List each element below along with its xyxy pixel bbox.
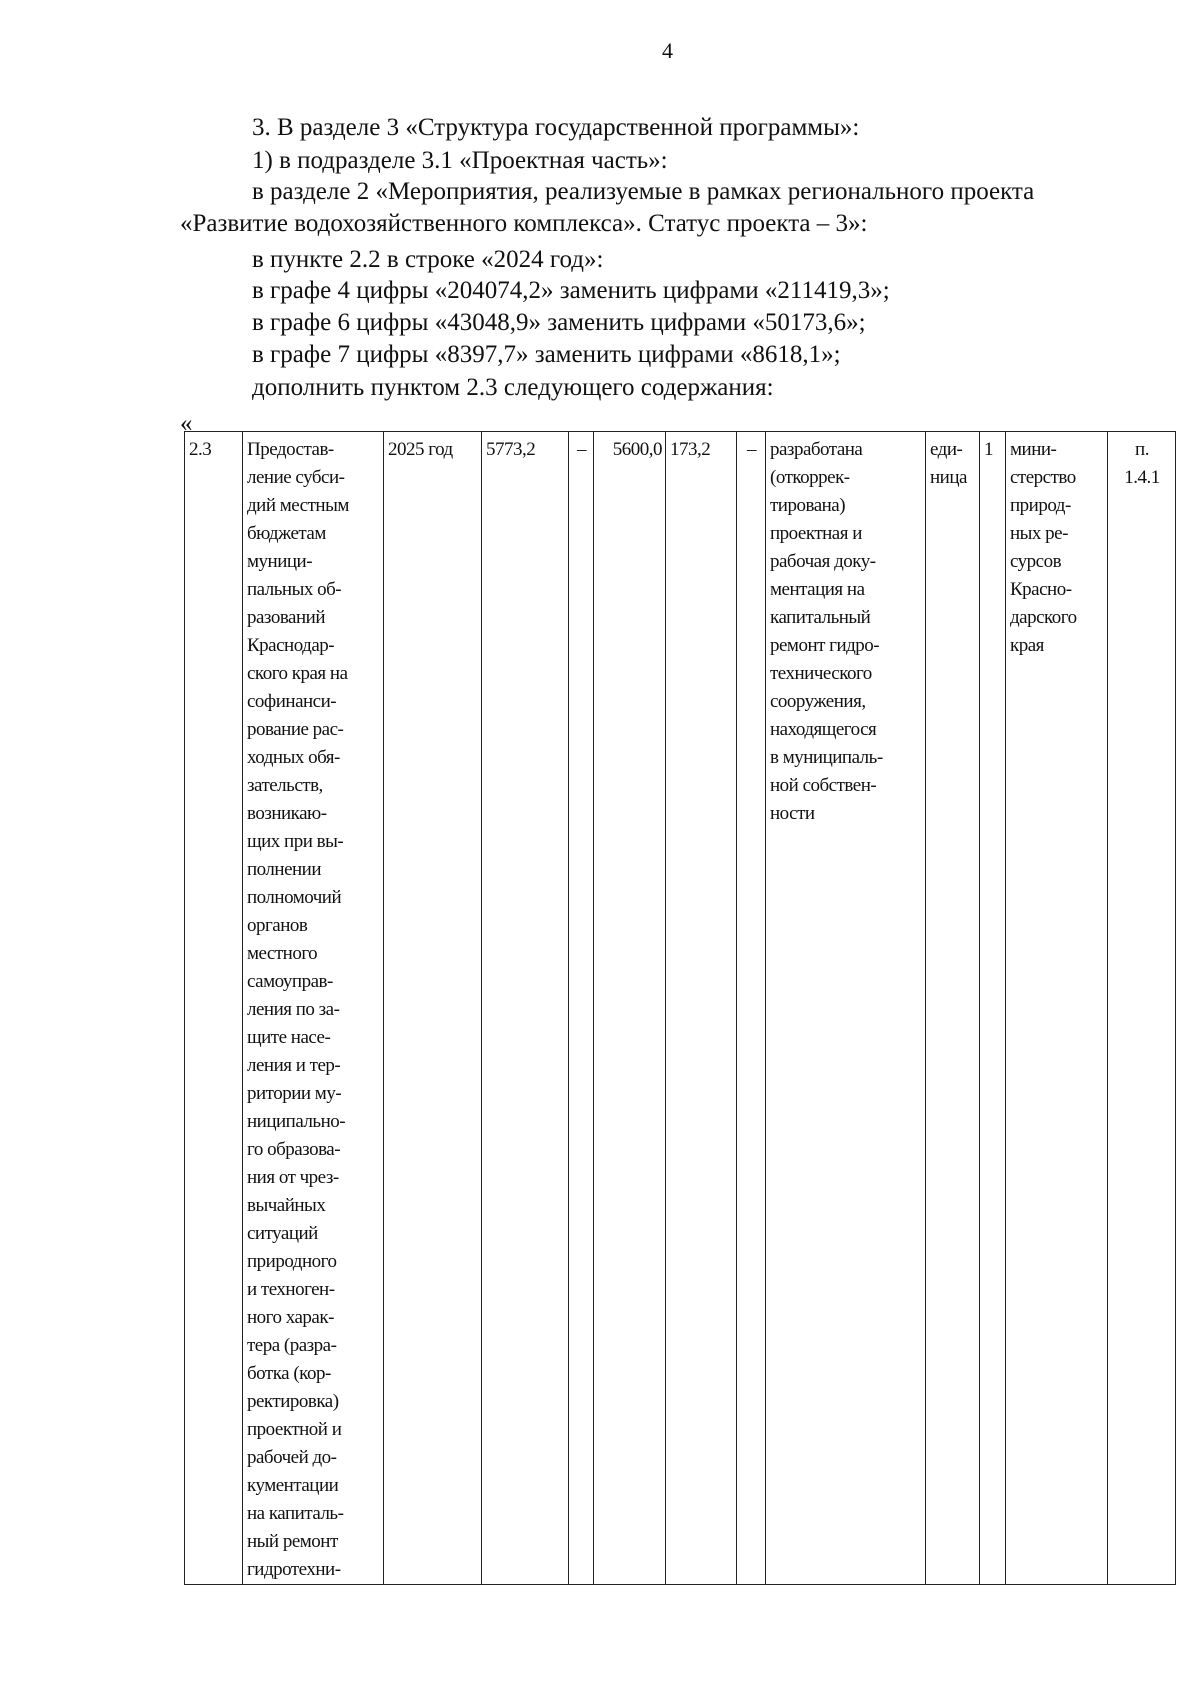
cell-result-text: разработана (откоррек- тирована) проектная и рабочая доку- ментация на капитальный ремонт гидро- технического сооружения, находящегося в муниципаль- ной собствен- ности: [770, 439, 883, 824]
paragraph-column-7: в графе 7 цифры «8397,7» заменить цифрами «8618,1»;: [252, 341, 841, 368]
paragraph-section-3: 3. В разделе 3 «Структура государственной программы»:: [252, 114, 860, 141]
cell-col5: [569, 432, 594, 1585]
paragraph-section-2-line1: [252, 176, 1157, 208]
cell-col7-text: 173,2: [670, 439, 711, 460]
cell-year-text: 2025 год: [388, 439, 453, 460]
paragraph-point-2-2: в пункте 2.2 в строке «2024 год»:: [252, 246, 604, 273]
amendment-table: [184, 431, 1176, 1585]
cell-col8: [737, 432, 766, 1585]
cell-responsible: [1006, 432, 1108, 1585]
paragraph-add-point-2-3: дополнить пунктом 2.3 следующего содержания:: [252, 374, 774, 401]
cell-result: [766, 432, 926, 1585]
cell-col5-text: –: [577, 439, 586, 460]
cell-unit-text: еди- ница: [930, 439, 967, 488]
cell-reference: [1108, 432, 1176, 1585]
cell-number: [185, 432, 243, 1585]
cell-reference-text: п. 1.4.1: [1124, 439, 1160, 488]
cell-col7: [666, 432, 737, 1585]
paragraph-section-2-line1-text: в разделе 2 «Мероприятия, реализуемые в рамках регионального проекта: [252, 178, 1035, 205]
paragraph-subsection-3-1: 1) в подразделе 3.1 «Проектная часть»:: [252, 147, 668, 174]
paragraph-section-2-line2: «Развитие водохозяйственного комплекса». Статус проекта – 3»:: [180, 210, 868, 237]
cell-description-text: Предостав- ление субси- дий местным бюджетам муници- пальных об- разований Краснодар- ского края на софинанси- рование рас- ходных обя- зательств, возникаю- щих при вы- полнении полномочий органов местного самоуправ- ления по за- щите насе- ления и тер- ритории му- ниципально- го образова- ния от чрез- вычайных ситуаций природного и техноген- ного харак- тера (разра- ботка (кор- ректировка) проектной и рабочей до- кументации на капиталь- ный ремонт гидротехни-: [247, 439, 349, 1580]
page-number: 4: [662, 38, 673, 63]
cell-quantity: [980, 432, 1006, 1585]
paragraph-column-4: в графе 4 цифры «204074,2» заменить цифрами «211419,3»;: [252, 277, 890, 304]
cell-col6: [594, 432, 666, 1585]
cell-col6-text: 5600,0: [612, 439, 662, 460]
cell-unit: [926, 432, 980, 1585]
cell-description: [243, 432, 384, 1585]
opening-quote-mark: «: [180, 410, 193, 437]
cell-quantity-text: 1: [984, 439, 993, 460]
cell-number-text: 2.3: [189, 439, 212, 460]
cell-year: [384, 432, 482, 1585]
paragraph-column-6: в графе 6 цифры «43048,9» заменить цифрами «50173,6»;: [252, 309, 866, 336]
cell-total: [482, 432, 569, 1585]
cell-col8-text: –: [747, 439, 756, 460]
cell-total-text: 5773,2: [486, 439, 536, 460]
cell-responsible-text: мини- стерство природ- ных ре- сурсов Красно- дарского края: [1010, 439, 1077, 656]
table-row: [185, 432, 1176, 1585]
